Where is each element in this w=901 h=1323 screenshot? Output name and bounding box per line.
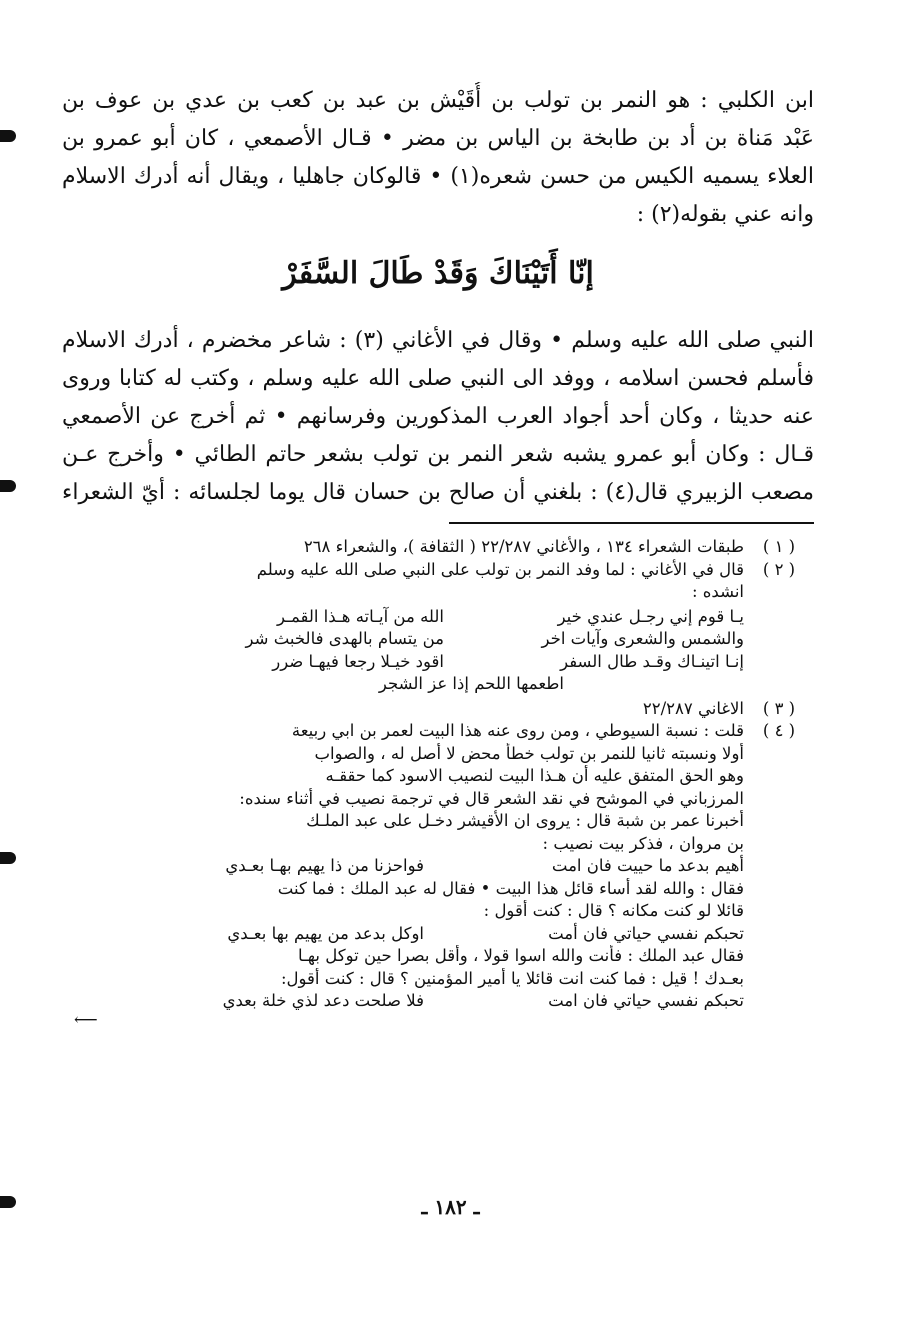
main-paragraph-1 <box>62 82 814 234</box>
footnote-1 <box>62 536 814 559</box>
footnote-3 <box>62 698 814 721</box>
verse-title: إنّا أَتَيْنَاكَ وَقَدْ طَالَ السَّفَرْ <box>282 256 594 291</box>
footnote-line: أولا ونسبته ثانيا للنمر بن تولب خطأ محض لا أصل له ، والصواب <box>314 743 744 763</box>
verse-hemistich-first: والشمس والشعرى وآيات اخر <box>541 629 744 648</box>
text-line: فأسلم فحسن اسلامه ، ووفد الى النبي صلى الله عليه وسلم ، وكتب له كتابا وروى <box>62 366 814 391</box>
text-line: ابن الكلبي : هو النمر بن تولب بن أُقَيْش بن عبد بن كعب بن عدي بن عوف بن <box>62 88 814 113</box>
text-line: العلاء يسميه الكيس من حسن شعره(١) • قالوكان جاهليا ، ويقال أنه أدرك الاسلام <box>62 164 814 189</box>
footnote-number: ( ٢ ) <box>762 559 796 579</box>
main-paragraph-2 <box>62 322 814 512</box>
verse-hemistich-first: يـا قوم إني رجـل عندي خير <box>557 606 744 626</box>
footnote-number: ( ٤ ) <box>762 721 796 740</box>
footnote-line: بن مروان ، فذكر بيت نصيب : <box>542 833 744 853</box>
footnote-separator <box>449 522 814 524</box>
margin-mark <box>0 480 16 492</box>
verse-row <box>62 628 744 651</box>
footnote-line: فقال عبد الملك : فأنت والله اسوا قولا ، وأقل بصرا حين توكل بهـا <box>297 946 744 965</box>
footnote-4 <box>62 720 814 1027</box>
verse-row <box>62 651 744 674</box>
margin-mark <box>0 130 16 142</box>
verse-hemistich-first: تحبكم نفسي حياتي فان أمت <box>548 923 744 943</box>
footnotes <box>62 536 814 1027</box>
text-line: قـال : وكان أبو عمرو يشبه شعر النمر بن تولب بشعر حاتم الطائي • وأخرج عـن <box>62 442 814 467</box>
footnote-line: قال في الأغاني : لما وفد النمر بن تولب على النبي صلى الله عليه وسلم <box>256 559 744 579</box>
text-line: عنه حديثا ، وكان أحد أجواد العرب المذكورين وفرسانهم • ثم أخرج عن الأصمعي <box>62 404 814 429</box>
verse-row <box>62 990 744 1013</box>
verse-hemistich-second: اوكل بدعد من يهيم بها بعـدي <box>227 923 424 943</box>
footnote-number: ( ٣ ) <box>762 698 796 718</box>
verse-hemistich-second: فواحزنا من ذا يهيم بهـا بعـدي <box>225 856 424 875</box>
verse-row <box>62 855 744 878</box>
text-line: عَبْد مَناة بن أد بن طابخة بن الياس بن مضر • قـال الأصمعي ، كان أبو عمرو بن <box>62 126 814 151</box>
footnote-line: قائلا لو كنت مكانه ؟ قال : كنت أقول : <box>483 901 744 920</box>
verse-row <box>62 923 744 946</box>
verse-hemistich-first: إنـا اتينـاك وقـد طال السفر <box>560 651 744 671</box>
continuation-arrow-icon: ⟵ <box>74 1009 98 1029</box>
verse-hemistich-first: تحبكم نفسي حياتي فان امت <box>548 991 744 1010</box>
verse-hemistich-second: فلا صلحت دعد لذي خلة بعدي <box>222 991 424 1010</box>
verse-hemistich-second: من يتسام بالهدى فالخبث شر <box>245 629 444 648</box>
page-number: ـ ١٨٢ ـ <box>421 1195 480 1219</box>
footnote-line: المرزباني في الموشح في نقد الشعر قال في ترجمة نصيب في أثناء سنده: <box>239 788 744 808</box>
footnote-line: بعـدك ! قيل : فما كنت انت قائلا يا أمير المؤمنين ؟ قال : كنت أقول: <box>280 968 744 988</box>
text-line: النبي صلى الله عليه وسلم • وقال في الأغاني (٣) : شاعر مخضرم ، أدرك الاسلام <box>62 328 814 353</box>
footnote-line: وهو الحق المتفق عليه أن هـذا البيت لنصيب الاسود كما حققـه <box>325 766 744 785</box>
page-body <box>62 82 814 1027</box>
footnote-line: أخبرنا عمر بن شبة قال : يروى ان الأقيشر دخـل على عبد الملـك <box>306 811 744 830</box>
verse-last: اطعمها اللحم إذا عز الشجر <box>378 674 564 693</box>
footnote-line: الاغاني ٢٢/٢٨٧ <box>642 698 744 718</box>
footnote-number: ( ١ ) <box>762 537 796 556</box>
margin-mark <box>0 852 16 864</box>
footnote-line: فقال : والله لقد أساء قائل هذا البيت • فقال له عبد الملك : فما كنت <box>277 878 744 898</box>
footnote-2 <box>62 559 814 698</box>
poem-verses <box>62 606 744 696</box>
footnote-line: انشده : <box>691 582 744 601</box>
text-line: وانه عني بقوله(٢) : <box>636 202 814 227</box>
footnote-line: قلت : نسبة السيوطي ، ومن روى عنه هذا البيت لعمر بن ابي ربيعة <box>291 721 744 740</box>
verse-hemistich-second: الله من آيـاته هـذا القمـر <box>277 606 444 626</box>
text-line: مصعب الزبيري قال(٤) : بلغني أن صالح بن حسان قال يوما لجلسائه : أيّ الشعراء <box>62 480 814 505</box>
verse-hemistich-first: أهيم بدعد ما حييت فان امت <box>551 856 744 875</box>
verse-hemistich-second: اقود خيـلا رجعا فيهـا ضرر <box>272 651 444 671</box>
footnote-line: طبقات الشعراء ١٣٤ ، والأغاني ٢٢/٢٨٧ ( الثقافة )، والشعراء ٢٦٨ <box>303 537 744 556</box>
verse-row <box>62 606 744 629</box>
